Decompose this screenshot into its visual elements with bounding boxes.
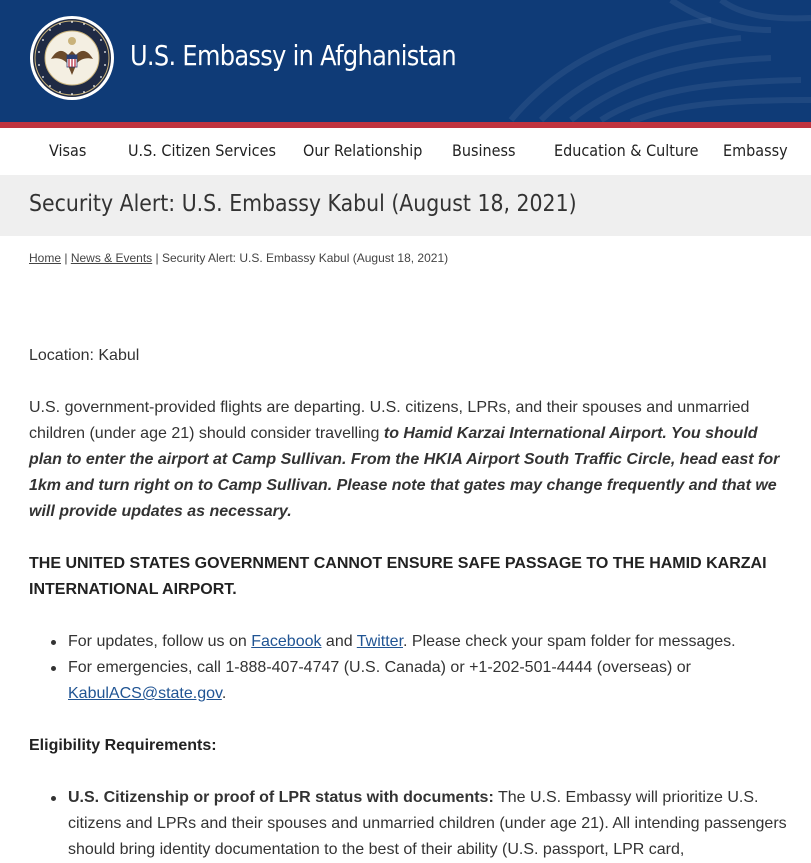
breadcrumb-current: Security Alert: U.S. Embassy Kabul (August 18, 2021) [161,251,449,265]
kabul-acs-email-link[interactable]: KabulACS@state.gov [68,685,222,702]
page-title: Security Alert: U.S. Embassy Kabul (August 18, 2021) [29,191,577,217]
flights-paragraph [29,395,789,525]
emergencies-text: For emergencies, call 1-888-407-4747 (U.S. Canada) or +1-202-501-4444 (overseas) or [68,659,691,676]
list-item [29,629,789,655]
breadcrumb-news-events-link[interactable]: News & Events [70,251,153,265]
list-item [29,785,789,863]
citizenship-label: U.S. Citizenship or proof of LPR status with documents: [68,789,494,806]
nav-item-our-relationship[interactable]: Our Relationship [303,141,423,160]
emergencies-end-text: . [221,685,227,702]
nav-item-visas[interactable]: Visas [49,141,87,160]
safe-passage-warning: THE UNITED STATES GOVERNMENT CANNOT ENSURE SAFE PASSAGE TO THE HAMID KARZAI INTERNATIONAL AIRPORT. [29,555,767,598]
breadcrumb-home-link[interactable]: Home [29,251,62,265]
updates-text: For updates, follow us on [68,633,252,650]
breadcrumb [29,251,448,265]
spam-folder-text: . Please check your spam folder for messages. [403,633,736,650]
eagle-watermark-icon [471,0,811,122]
list-item [29,655,789,707]
site-title[interactable]: U.S. Embassy in Afghanistan [130,39,456,72]
updates-and-text: and [321,633,357,650]
main-navigation [0,128,811,175]
nav-item-us-citizen-services[interactable]: U.S. Citizen Services [128,141,276,160]
citizenship-text: The U.S. Embassy will prioritize U.S. citizens and LPRs and their spouses and unmarried children (under age 21). All intending passengers should bring identity documentation to the best of their ability (U.S. passport, LPR card, [68,789,787,858]
nav-item-business[interactable]: Business [452,141,516,160]
department-of-state-seal-icon [29,15,115,101]
nav-item-education-culture[interactable]: Education & Culture [554,141,699,160]
twitter-link[interactable]: Twitter [356,633,404,650]
page-title-band [0,175,811,236]
breadcrumb-separator: | [152,251,162,265]
location-text: Location: Kabul [29,347,140,364]
eligibility-heading: Eligibility Requirements: [29,737,217,754]
breadcrumb-separator: | [61,251,71,265]
site-header [0,0,811,122]
nav-item-embassy[interactable]: Embassy [723,141,788,160]
eligibility-list [29,785,789,863]
contact-list [29,629,789,707]
airport-instructions-text: to Hamid Karzai International Airport. You should plan to enter the airport at Camp Sullivan. From the HKIA Airport South Traffic Circle, head east for 1km and turn right on to Camp Sullivan. Please note that gates may change frequently and that we will provide updates as necessary. [29,425,780,520]
flights-text: U.S. government-provided flights are departing. U.S. citizens, LPRs, and their spouses and unmarried children (under age 21) should consider travelling [29,399,750,442]
facebook-link[interactable]: Facebook [251,633,322,650]
